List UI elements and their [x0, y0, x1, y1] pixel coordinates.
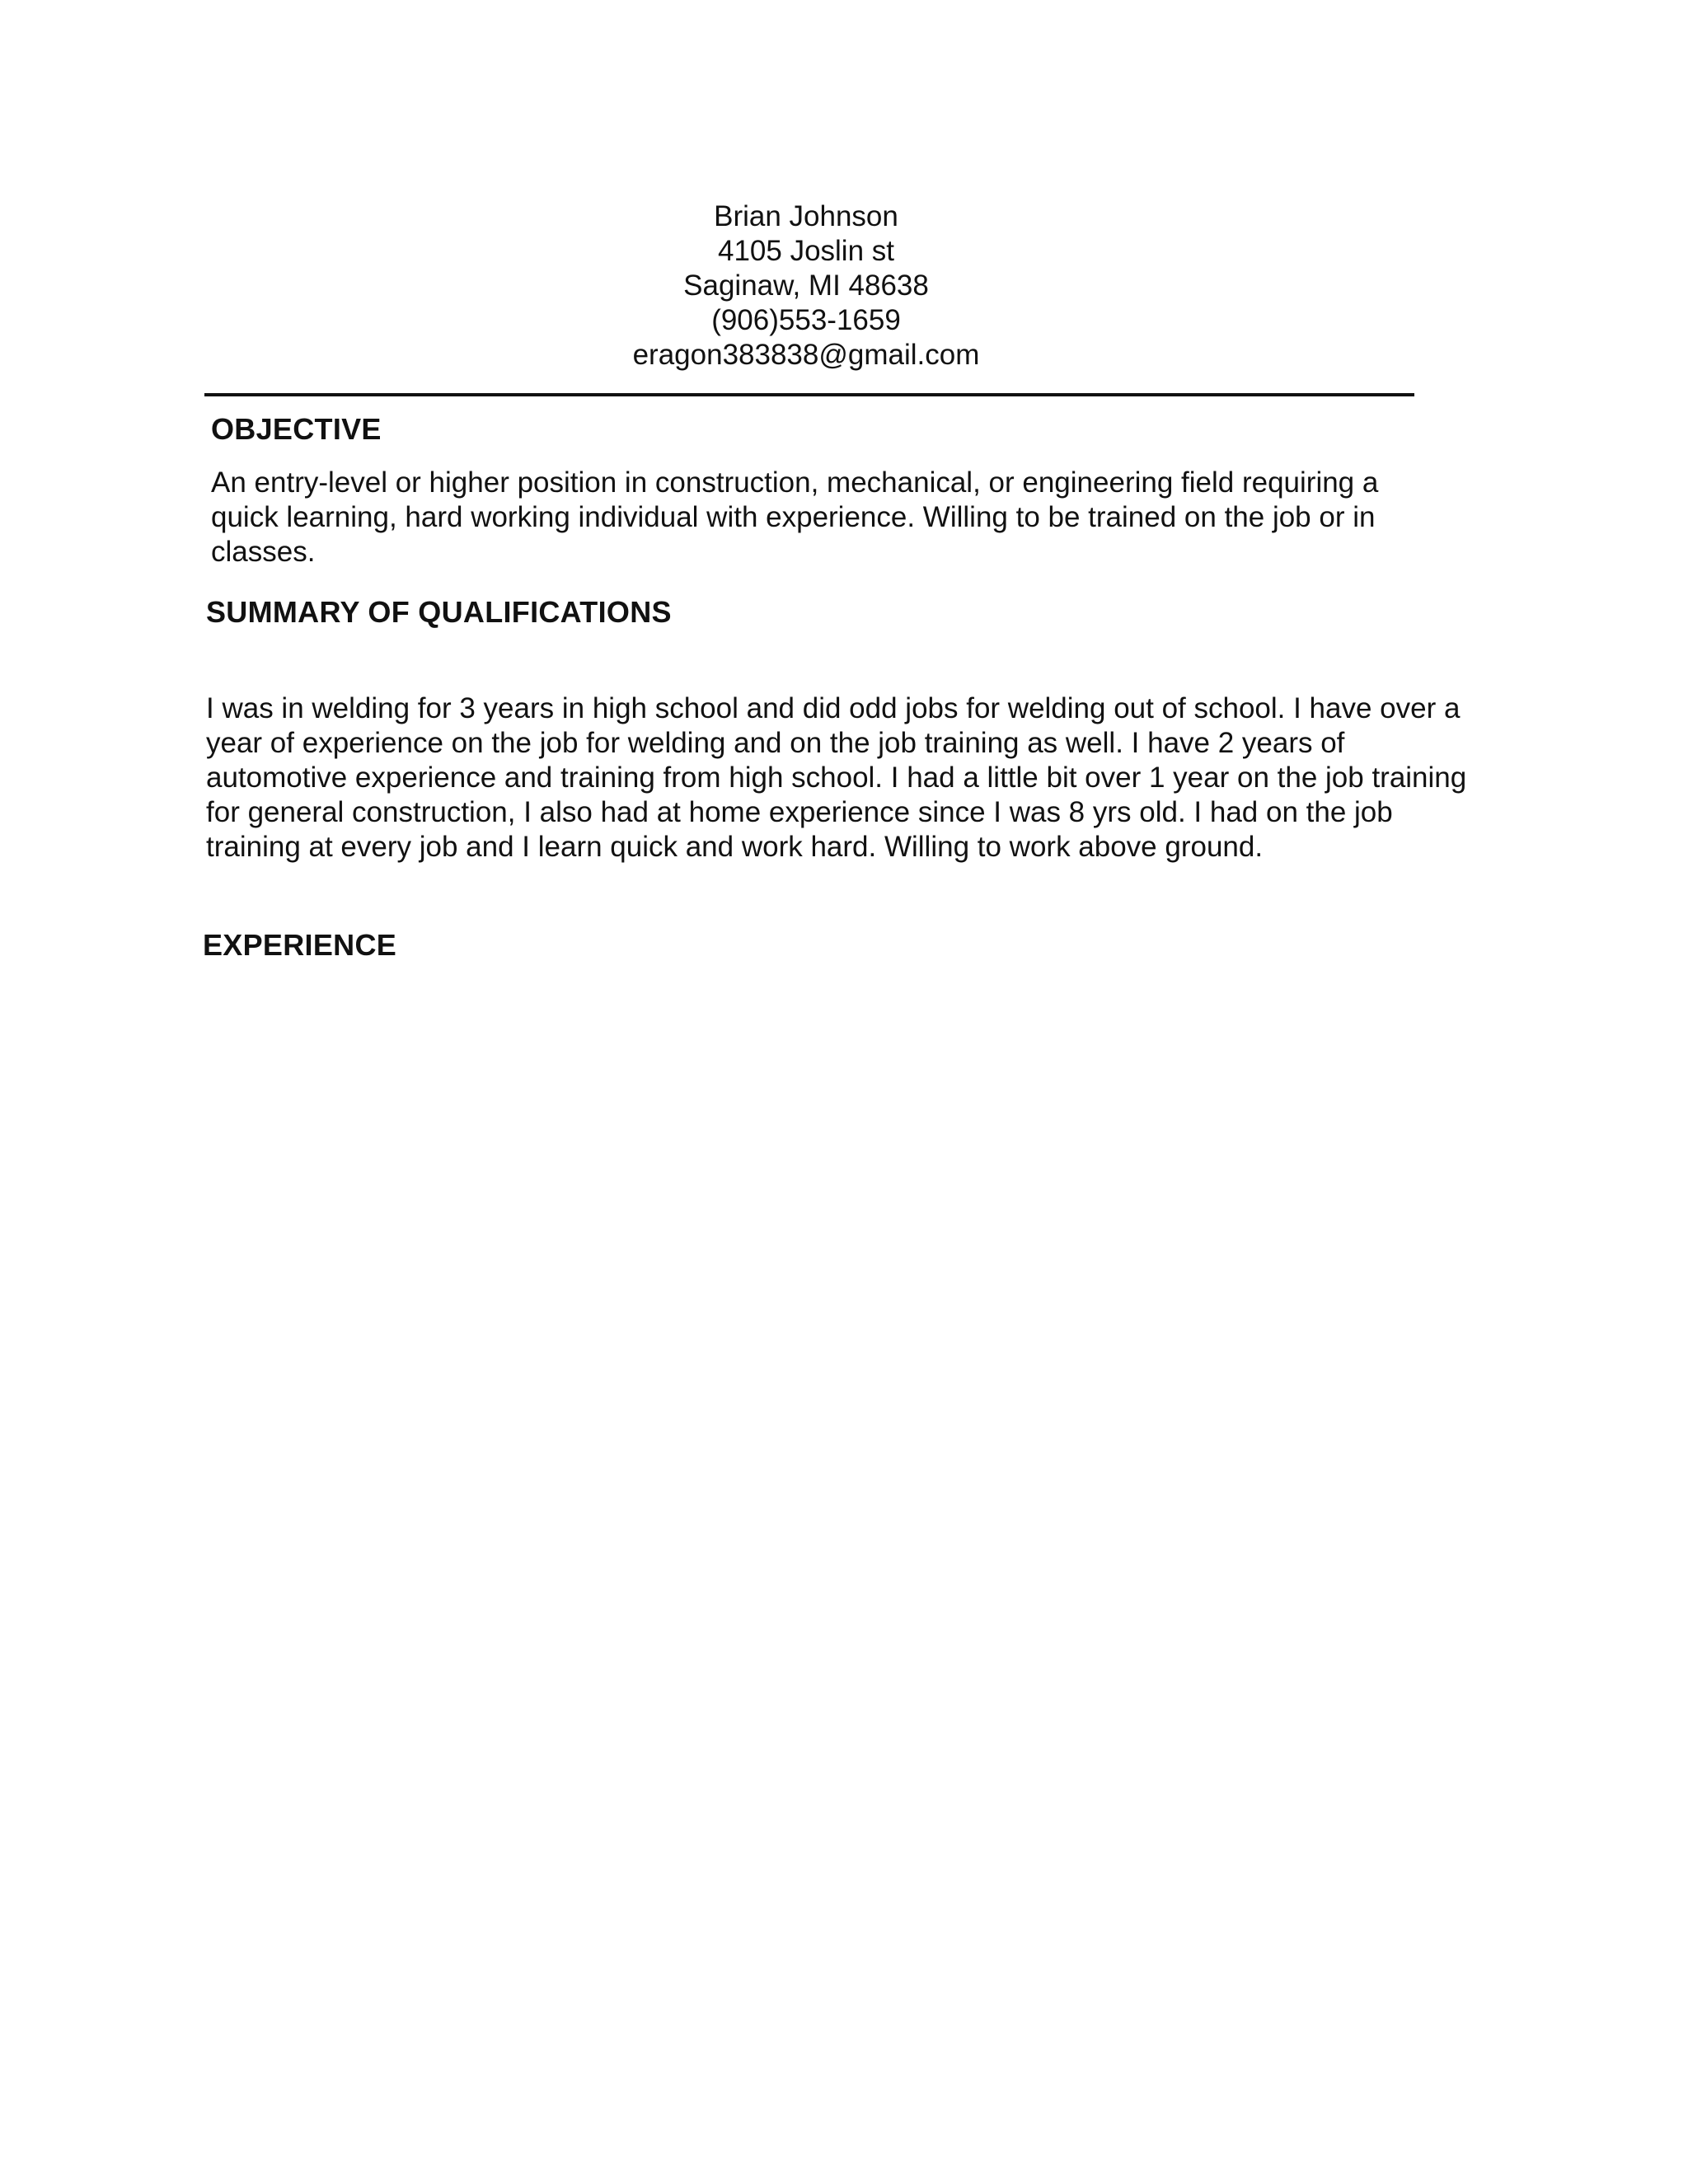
objective-line: quick learning, hard working individual with experience. Willing to be trained on the job or in — [211, 501, 1376, 533]
summary-line: I was in welding for 3 years in high school and did odd jobs for welding out of school. I have over a — [206, 692, 1461, 724]
summary-line: for general construction, I also had at home experience since I was 8 yrs old. I had on the job — [206, 796, 1393, 828]
city-state-zip: Saginaw, MI 48638 — [683, 269, 929, 302]
objective-line: An entry-level or higher position in construction, mechanical, or engineering field requiring a — [211, 466, 1379, 499]
objective-text — [211, 466, 1378, 569]
summary-line: year of experience on the job for welding and on the job training as well. I have 2 years of — [206, 727, 1345, 759]
phone-number: (906)553-1659 — [711, 304, 901, 336]
email-address: eragon383838@gmail.com — [632, 339, 980, 371]
street-address: 4105 Joslin st — [717, 235, 895, 267]
applicant-name: Brian Johnson — [714, 200, 898, 232]
contact-header — [0, 199, 1612, 373]
summary-text — [206, 691, 1466, 865]
objective-heading: OBJECTIVE — [211, 412, 382, 446]
experience-heading: EXPERIENCE — [203, 928, 397, 962]
summary-line: automotive experience and training from high school. I had a little bit over 1 year on the job training — [206, 762, 1467, 794]
summary-line: training at every job and I learn quick and work hard. Willing to work above ground. — [206, 831, 1264, 863]
objective-line: classes. — [211, 536, 316, 568]
summary-heading: SUMMARY OF QUALIFICATIONS — [206, 595, 672, 629]
header-divider — [204, 393, 1414, 396]
